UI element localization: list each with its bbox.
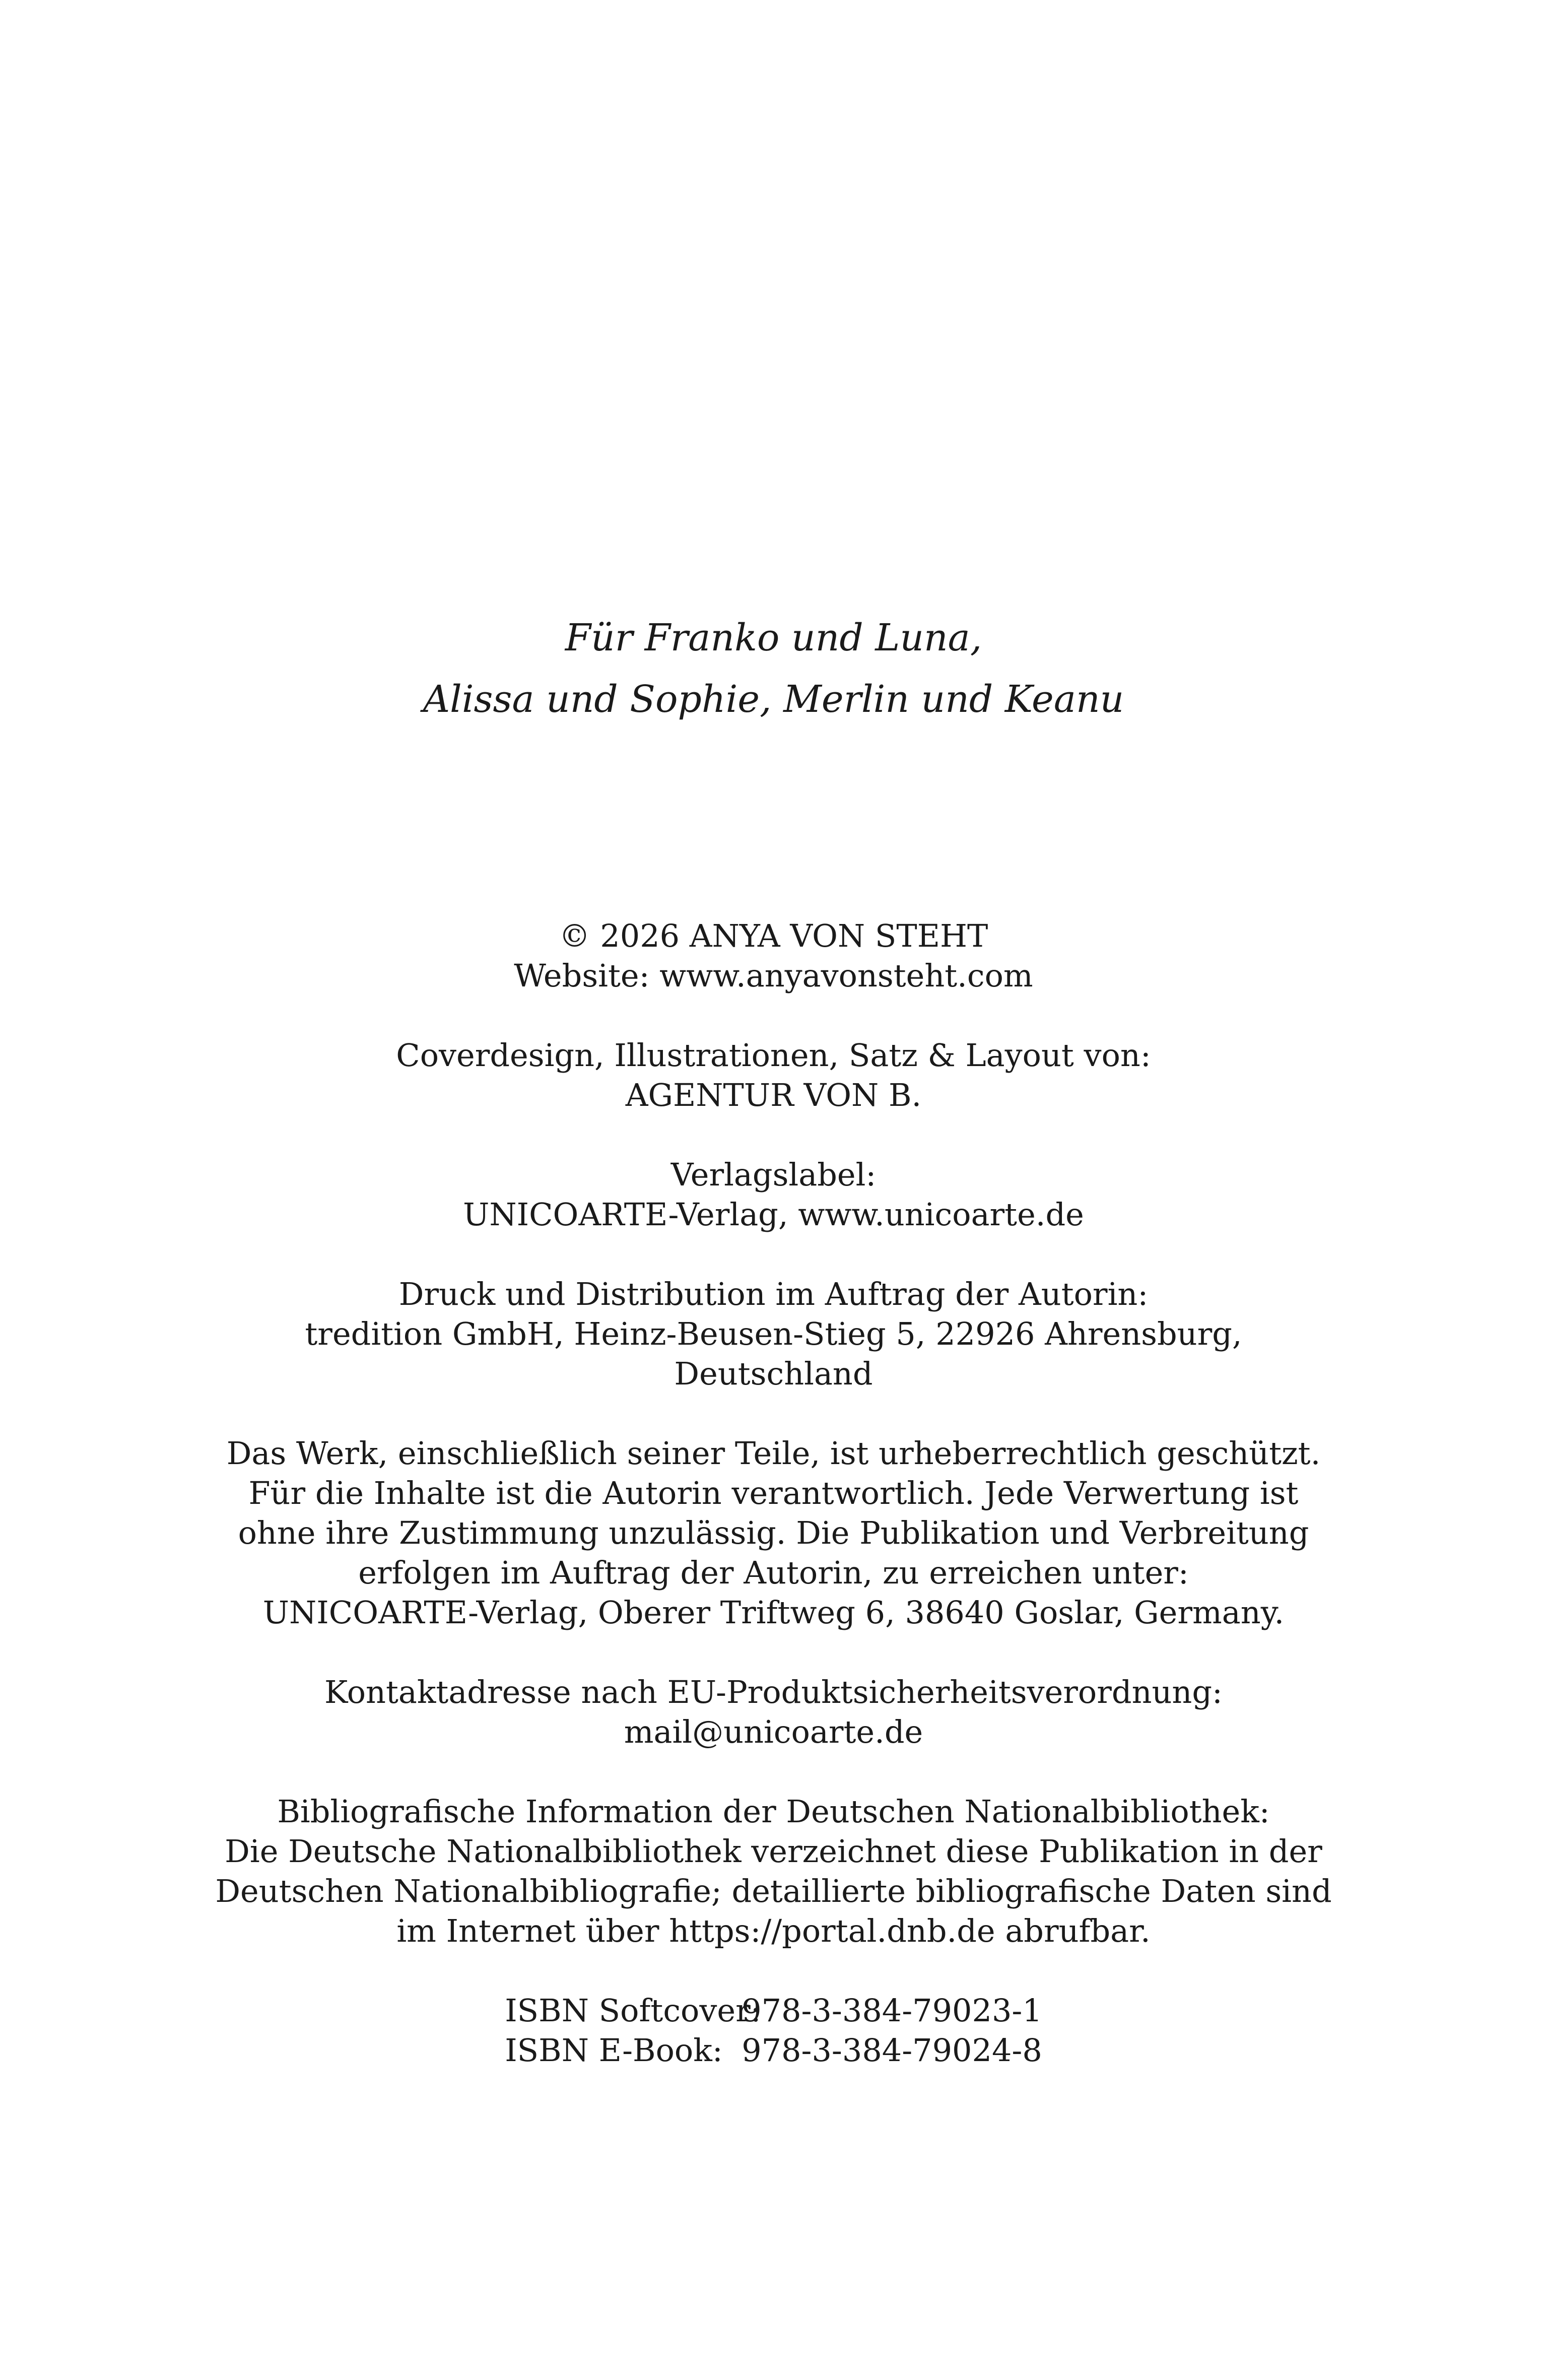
distribution-line-2: tredition GmbH, Heinz-Beusen-Stieg 5, 22926 Ahrensburg, (305, 1315, 1242, 1352)
dedication (0, 607, 1547, 730)
isbn-ebook-label: ISBN E-Book: (505, 2032, 723, 2069)
copyright-notice: © 2026 ANYA VON STEHT (559, 917, 988, 954)
distribution-block (0, 1274, 1547, 1394)
design-credit-block (0, 1035, 1547, 1115)
isbn-ebook-row (505, 2030, 1042, 2070)
bibliography-line-1: Bibliografische Information der Deutschen Nationalbibliothek: (277, 1793, 1270, 1830)
distribution-line-3: Deutschland (674, 1355, 873, 1392)
isbn-softcover-row (505, 1991, 1042, 2030)
bibliography-block (0, 1792, 1547, 1951)
dedication-line-1: Für Franko und Luna, (565, 616, 982, 659)
isbn-softcover-label: ISBN Softcover: (505, 1992, 761, 2029)
rights-line-3: ohne ihre Zustimmung unzulässig. Die Publikation und Verbreitung (238, 1514, 1309, 1551)
design-agency: AGENTUR VON B. (625, 1077, 922, 1113)
contact-email: mail@unicoarte.de (624, 1713, 923, 1750)
bibliography-line-2: Die Deutsche Nationalbibliothek verzeichnet diese Publikation in der (225, 1833, 1322, 1870)
distribution-line-1: Druck und Distribution im Auftrag der Autorin: (398, 1276, 1149, 1312)
publisher-label-heading: Verlagslabel: (670, 1156, 877, 1193)
isbn-ebook-value: 978-3-384-79024-8 (742, 2032, 1042, 2069)
contact-label: Kontaktadresse nach EU-Produktsicherheitsverordnung: (324, 1674, 1223, 1710)
design-credit-label: Coverdesign, Illustrationen, Satz & Layout von: (396, 1037, 1151, 1074)
imprint-text (0, 916, 1547, 2110)
rights-block (0, 1433, 1547, 1632)
isbn-block (0, 1991, 1547, 2070)
rights-line-2: Für die Inhalte ist die Autorin verantwortlich. Jede Verwertung ist (248, 1475, 1299, 1511)
bibliography-line-4: im Internet über https://portal.dnb.de abrufbar. (396, 1912, 1151, 1949)
copyright-block (0, 916, 1547, 996)
publisher-label-name: UNICOARTE-Verlag, www.unicoarte.de (463, 1196, 1084, 1233)
dedication-line-2: Alissa und Sophie, Merlin und Keanu (423, 678, 1124, 721)
rights-line-1: Das Werk, einschließlich seiner Teile, ist urheberrechtlich geschützt. (226, 1435, 1321, 1472)
rights-line-5: UNICOARTE-Verlag, Oberer Triftweg 6, 38640 Goslar, Germany. (262, 1594, 1285, 1631)
author-website: Website: www.anyavonsteht.com (514, 957, 1033, 994)
isbn-softcover-value: 978-3-384-79023-1 (742, 1992, 1042, 2029)
rights-line-4: erfolgen im Auftrag der Autorin, zu erreichen unter: (358, 1554, 1189, 1591)
bibliography-line-3: Deutschen Nationalbibliografie; detaillierte bibliografische Daten sind (215, 1873, 1332, 1909)
isbn-list (505, 1991, 1042, 2070)
publisher-label-block (0, 1155, 1547, 1234)
contact-block (0, 1672, 1547, 1752)
